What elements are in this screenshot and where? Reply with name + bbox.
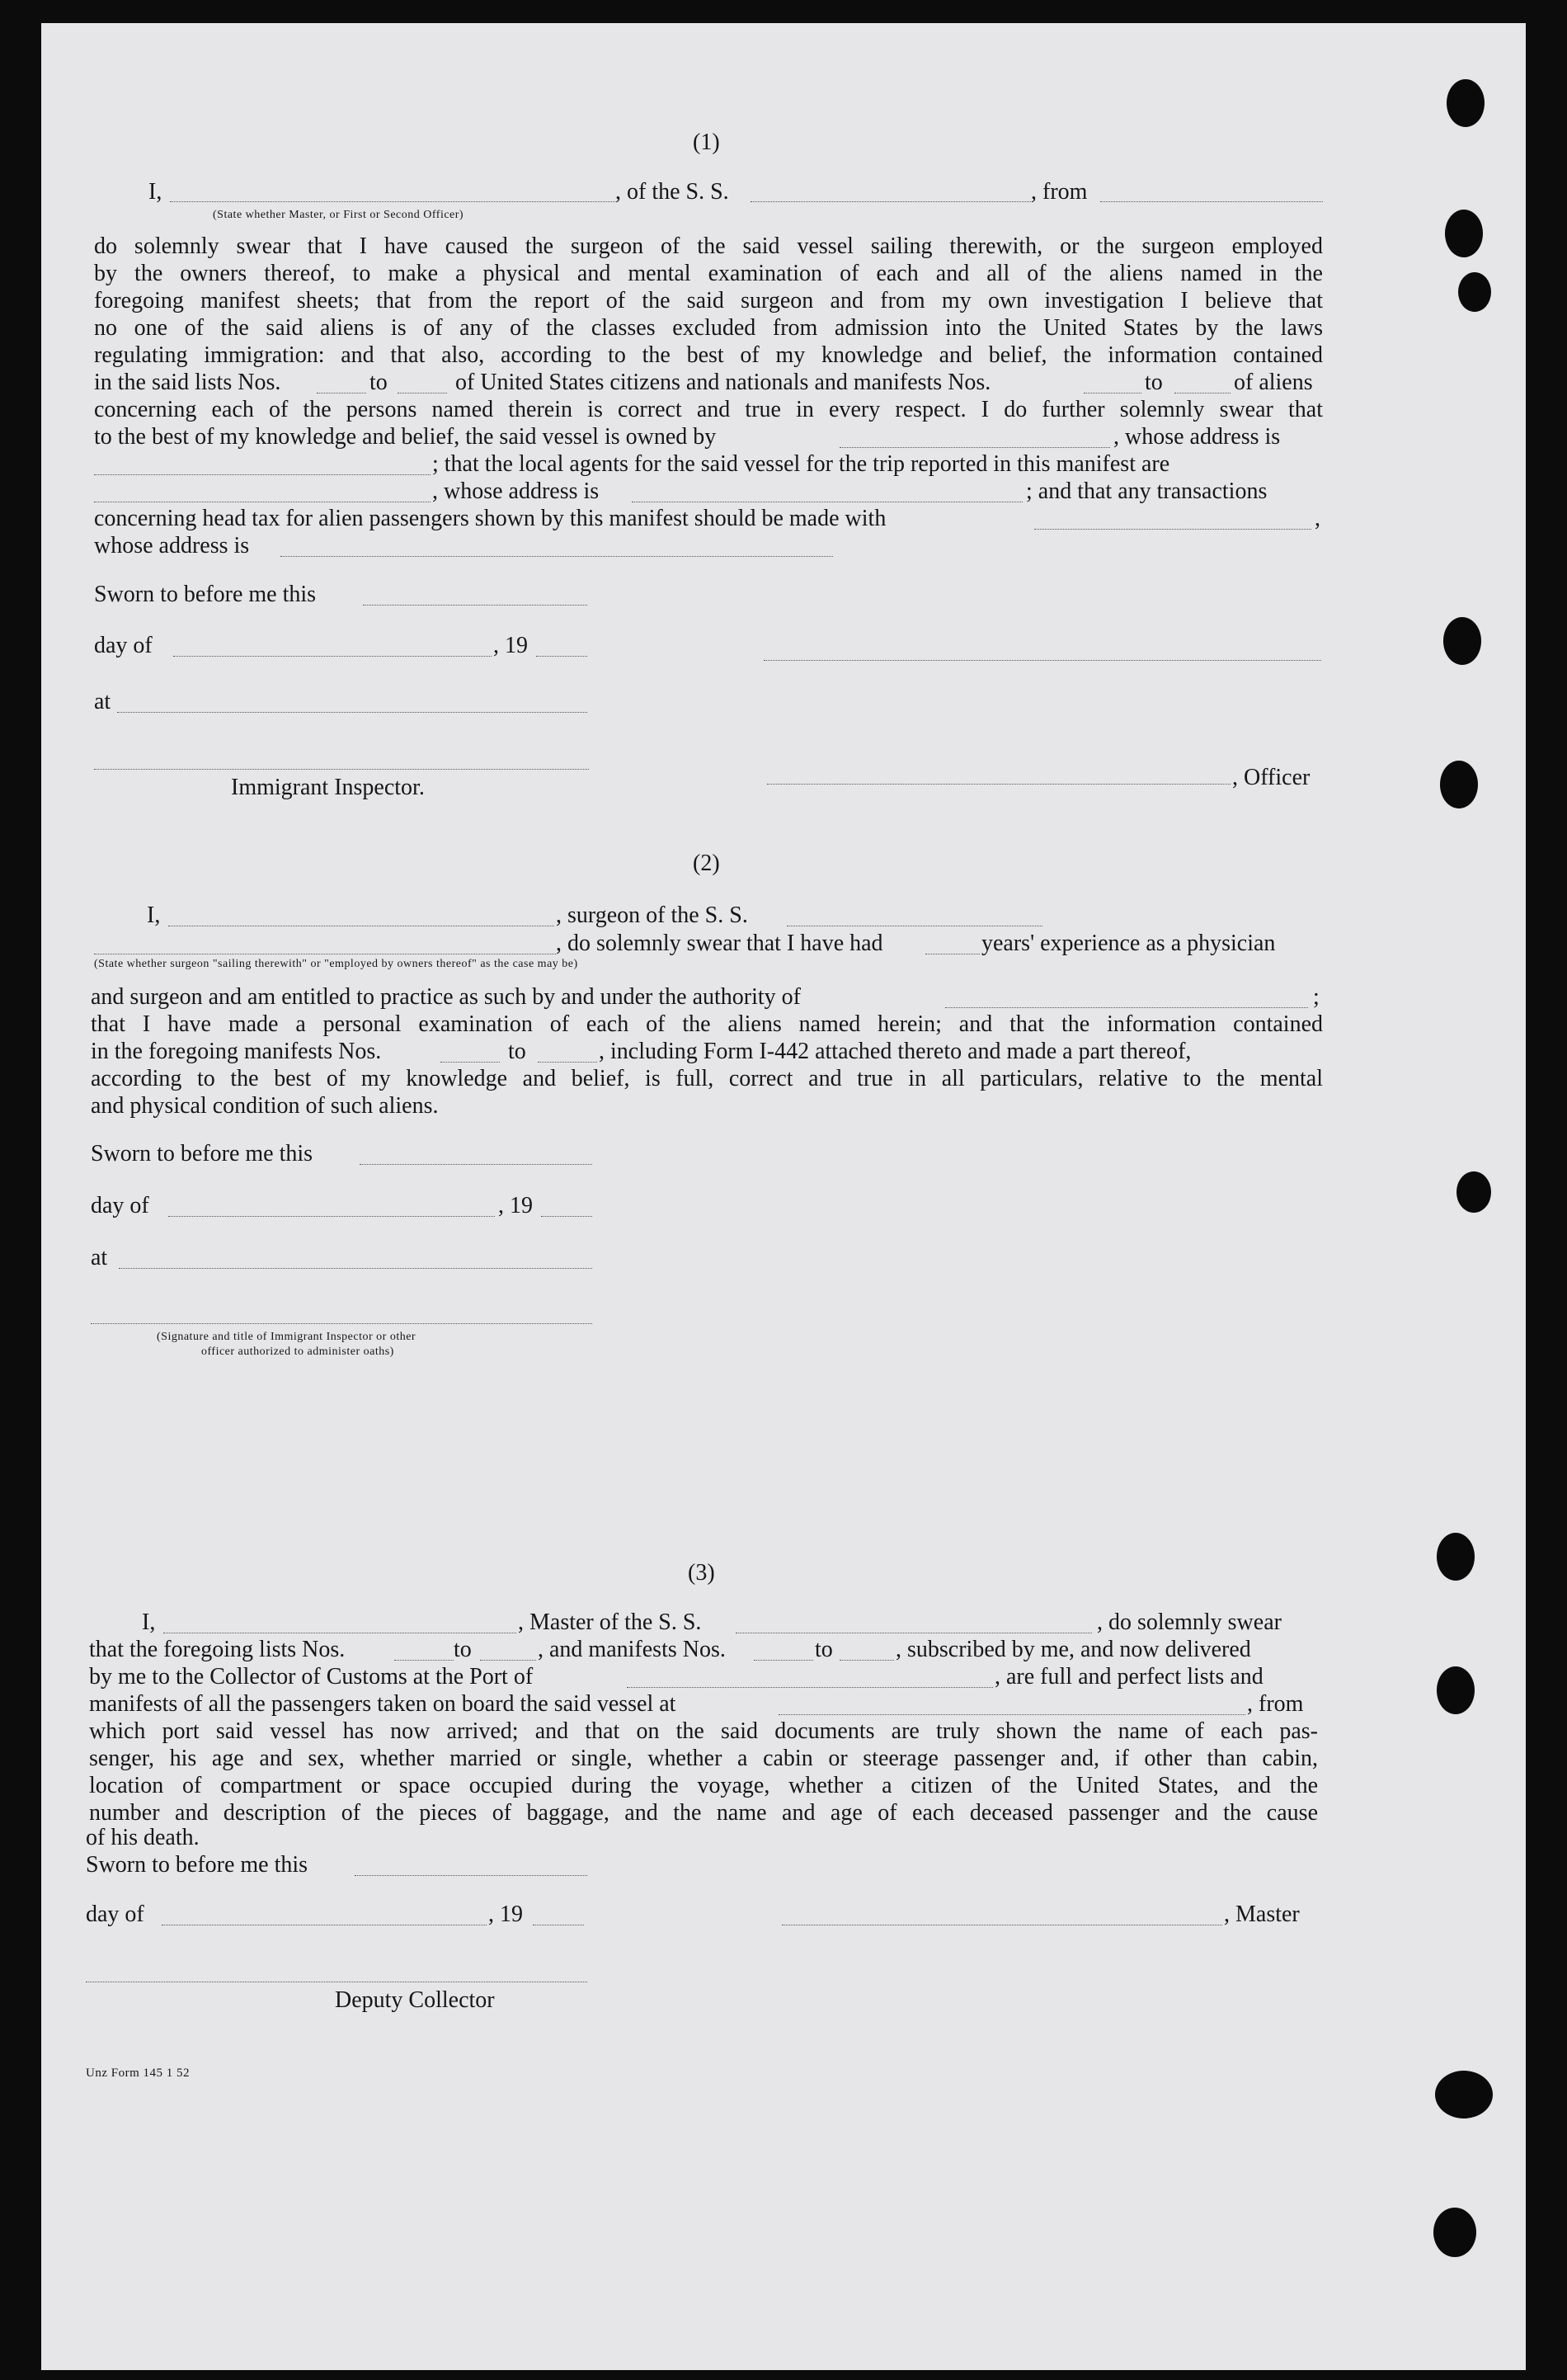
text-fragment: , do solemnly swear that I have had [556, 931, 883, 956]
text-fragment: ; and that any transactions [1026, 478, 1268, 504]
text-fragment: years' experience as a physician [981, 931, 1276, 956]
at-label: at [91, 1245, 108, 1270]
manifests-to-field[interactable] [538, 1062, 597, 1063]
text-line: regulating immigration: and that also, according to the best of my knowledge and belief, the information contained [94, 342, 1323, 368]
section-number: (2) [693, 851, 720, 876]
text-fragment: , do solemnly swear [1097, 1609, 1282, 1635]
manifests-to-field[interactable] [840, 1660, 894, 1661]
sworn-date-field[interactable] [360, 1164, 592, 1165]
text-fragment: of aliens [1234, 370, 1313, 395]
lists-from-field[interactable] [394, 1660, 454, 1661]
sworn-date-field[interactable] [363, 605, 587, 606]
from-label: , from [1031, 179, 1088, 205]
text-fragment: and surgeon and am entitled to practice as such by and under the authority of [91, 984, 801, 1010]
section-number: (1) [693, 130, 720, 155]
text-fragment: to the best of my knowledge and belief, the said vessel is owned by [94, 424, 717, 450]
sworn-label: Sworn to before me this [86, 1852, 308, 1878]
punch-hole [1443, 617, 1481, 665]
text-line: which port said vessel has now arrived; and that on the said documents are truly shown the name of each pas- [89, 1718, 1318, 1744]
text-line: by the owners thereof, to make a physical and mental examination of each and all of the aliens named in the [94, 261, 1323, 286]
section-number: (3) [688, 1560, 715, 1586]
text-fragment: concerning head tax for alien passengers shown by this manifest should be made with [94, 506, 887, 531]
manifests-from-field[interactable] [1084, 393, 1141, 394]
text-fragment: ; that the local agents for the said vessel for the trip reported in this manifest are [432, 451, 1170, 477]
text-fragment: in the said lists Nos. [94, 370, 281, 395]
boarding-port-field[interactable] [779, 1714, 1245, 1715]
i-label: I, [142, 1609, 156, 1635]
officer-signature-line[interactable] [767, 784, 1231, 785]
head-tax-address-field[interactable] [280, 556, 833, 557]
owner-field[interactable] [840, 447, 1110, 448]
text-line: no one of the said aliens is of any of the classes excluded from admission into the United States by the laws [94, 315, 1323, 341]
text-fragment: , and manifests Nos. [538, 1637, 726, 1662]
sworn-date-field[interactable] [355, 1875, 587, 1876]
i-label: I, [148, 179, 162, 205]
lists-from-field[interactable] [317, 393, 366, 394]
punch-hole [1447, 79, 1485, 127]
text-line: number and description of the pieces of baggage, and the name and age of each deceased passenger and the cause [89, 1800, 1318, 1826]
text-fragment: to [454, 1637, 472, 1662]
sworn-label: Sworn to before me this [91, 1141, 313, 1166]
text-fragment: , subscribed by me, and now delivered [896, 1637, 1251, 1662]
text-fragment: , Master of the S. S. [518, 1609, 702, 1635]
text-fragment: manifests of all the passengers taken on board the said vessel at [89, 1691, 676, 1717]
inspector-label: Immigrant Inspector. [231, 775, 425, 800]
text-line: according to the best of my knowledge and belief, is full, correct and true in all particulars, relative to the mental [91, 1066, 1323, 1091]
day-of-label: day of [94, 633, 153, 658]
from-port-field[interactable] [1100, 201, 1323, 202]
at-place-field[interactable] [117, 712, 587, 713]
text-fragment: , including Form I-442 attached thereto and made a part thereof, [599, 1039, 1192, 1064]
authority-field[interactable] [945, 1007, 1308, 1008]
master-name-field[interactable] [170, 201, 615, 202]
text-line: concerning each of the persons named therein is correct and true in every respect. I do further solemnly swear that [94, 397, 1323, 422]
punch-hole [1456, 1171, 1491, 1213]
signature-note: officer authorized to administer oaths) [201, 1346, 394, 1358]
month-field[interactable] [173, 656, 492, 657]
head-tax-contact-field[interactable] [1034, 529, 1311, 530]
text-fragment: , whose address is [432, 478, 600, 504]
lists-to-field[interactable] [480, 1660, 536, 1661]
deputy-collector-label: Deputy Collector [335, 1987, 495, 2013]
year-field[interactable] [541, 1216, 592, 1217]
punch-hole [1437, 1666, 1475, 1714]
form-id: Unz Form 145 1 52 [86, 2067, 190, 2080]
text-fragment: , whose address is [1113, 424, 1281, 450]
master-label: , Master [1224, 1902, 1300, 1927]
punch-hole [1458, 272, 1491, 312]
text-line: location of compartment or space occupied during the voyage, whether a citizen of the United States, and the [89, 1773, 1318, 1798]
text-line: do solemnly swear that I have caused the surgeon of the said vessel sailing therewith, or the surgeon employed [94, 233, 1323, 259]
inspector-signature-line[interactable] [94, 769, 589, 770]
i-label: I, [147, 903, 161, 928]
punch-hole [1445, 210, 1483, 257]
text-line: that I have made a personal examination of each of the aliens named herein; and that the information contained [91, 1011, 1323, 1037]
text-fragment: , from [1247, 1691, 1304, 1717]
vessel-name-field[interactable] [751, 201, 1031, 202]
text-fragment: to [815, 1637, 833, 1662]
owner-address-field[interactable] [94, 474, 431, 475]
master-note: (State whether Master, or First or Second Officer) [213, 209, 464, 221]
day-of-label: day of [86, 1902, 144, 1927]
text-fragment: of his death. [86, 1825, 200, 1850]
text-fragment: to [369, 370, 388, 395]
lists-to-field[interactable] [398, 393, 447, 394]
text-line-container [91, 1065, 1323, 1119]
punch-hole [1437, 1533, 1475, 1581]
text-fragment: that the foregoing lists Nos. [89, 1637, 346, 1662]
manifests-from-field[interactable] [440, 1062, 500, 1063]
oath-paragraph [89, 1718, 1318, 1826]
port-field[interactable] [627, 1687, 993, 1688]
of-ss-label: , of the S. S. [615, 179, 729, 205]
text-fragment: in the foregoing manifests Nos. [91, 1039, 382, 1064]
year-label: , 19 [488, 1902, 523, 1927]
manifests-to-field[interactable] [1174, 393, 1231, 394]
punch-hole [1435, 2071, 1493, 2118]
month-field[interactable] [168, 1216, 495, 1217]
year-field[interactable] [536, 656, 587, 657]
text-line-container [91, 1011, 1323, 1038]
at-place-field[interactable] [119, 1268, 592, 1269]
text-fragment: of United States citizens and nationals and manifests Nos. [455, 370, 991, 395]
text-fragment: to [1145, 370, 1163, 395]
year-label: , 19 [493, 633, 528, 658]
day-of-label: day of [91, 1193, 149, 1218]
text-fragment: by me to the Collector of Customs at the Port of [89, 1664, 534, 1690]
oath-paragraph [94, 233, 1323, 369]
text-fragment: , are full and perfect lists and [995, 1664, 1263, 1690]
year-label: , 19 [498, 1193, 533, 1218]
punch-hole [1440, 761, 1478, 808]
manifests-from-field[interactable] [754, 1660, 813, 1661]
punch-hole [1433, 2208, 1476, 2257]
surgeon-note: (State whether surgeon "sailing therewith" or "employed by owners thereof" as the case may be) [94, 958, 578, 970]
inspector-signature-line[interactable] [91, 1323, 592, 1324]
text-line: senger, his age and sex, whether married or single, whether a cabin or steerage passenger and, if other than cabin, [89, 1746, 1318, 1771]
text-fragment: , [1315, 506, 1320, 531]
text-fragment: to [508, 1039, 526, 1064]
at-label: at [94, 689, 111, 714]
signature-line[interactable] [764, 660, 1321, 661]
text-line-container [94, 396, 1323, 423]
text-fragment: ; [1313, 984, 1320, 1010]
signature-note: (Signature and title of Immigrant Inspector or other [157, 1331, 416, 1343]
officer-label: , Officer [1232, 765, 1311, 790]
text-line: foregoing manifest sheets; that from the report of the said surgeon and from my own investigation I believe that [94, 288, 1323, 313]
text-fragment: , surgeon of the S. S. [556, 903, 748, 928]
text-fragment: whose address is [94, 533, 250, 558]
sworn-label: Sworn to before me this [94, 582, 317, 607]
text-line: and physical condition of such aliens. [91, 1093, 439, 1119]
